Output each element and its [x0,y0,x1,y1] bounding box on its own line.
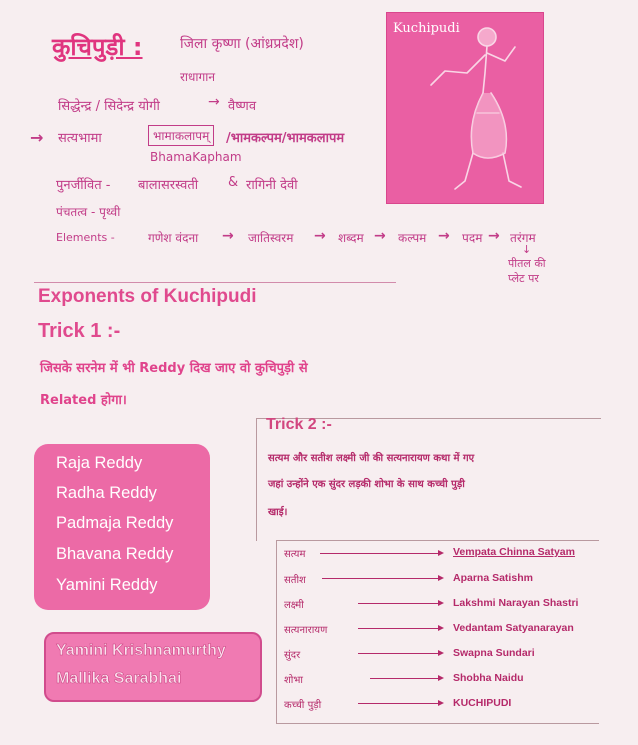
section-divider [34,282,396,283]
exponent-name: Bhavana Reddy [56,545,174,563]
arrow-line [358,703,438,704]
founder-text: सिद्धेन्द्र / सिदेन्द्र योगी [58,99,160,114]
arrow-head-icon [438,675,444,681]
arrow-line [358,653,438,654]
exponent-name: Raja Reddy [56,454,143,472]
element-item: तरंगम [510,231,536,245]
arrow-line [322,578,438,579]
mapping-name: Shobha Naidu [453,672,524,684]
element-item: पदम [462,231,483,245]
arrow-icon: → [488,228,500,244]
mapping-name: Aparna Satishm [453,572,533,584]
trick1-line-1: जिसके सरनेम में भी Reddy दिख जाए वो कुचिपुड़ी से [40,361,308,376]
arrow-line [358,603,438,604]
trick2-line-1: सत्यम और सतीश लक्ष्मी जी की सत्यनारायण कथा में गए [268,453,475,464]
trick2-line-3: खाई। [268,507,288,518]
revived-name-2: रागिनी देवी [246,178,298,193]
exponent-name: Padmaja Reddy [56,514,174,532]
arrow-icon: → [222,228,234,244]
dancer-illustration [387,13,543,203]
exponent-name: Yamini Reddy [56,576,158,594]
mapping-hint: सत्यम [284,549,306,560]
elements-label: Elements - [56,231,115,244]
arrow-head-icon [438,625,444,631]
arrow-head-icon [438,575,444,581]
revived-label: पुनर्जीवित - [56,178,111,193]
exponents-title: Exponents of Kuchipudi [38,286,257,307]
arrow-line [370,678,438,679]
trick1-line-2: Related होगा। [40,393,127,408]
element-item: जातिस्वरम [248,231,294,245]
arrow-head-icon [438,700,444,706]
mapping-hint: सुंदर [284,650,301,661]
satyabhama-text: सत्यभामा [58,131,102,146]
exponent-name: Mallika Sarabhai [56,670,182,687]
other-names-box [44,632,262,702]
trick2-title: Trick 2 :- [266,416,332,433]
element-item: शब्दम [338,231,364,245]
arrow-head-icon [438,650,444,656]
mapping-name: Swapna Sundari [453,647,535,659]
bhama-english: BhamaKapham [150,150,242,164]
panchatatva-text: पंचतत्व - पृथ्वी [56,205,121,219]
image-label: Kuchipudi [393,21,460,36]
arrow-line [358,628,438,629]
mapping-name: KUCHIPUDI [453,697,512,709]
exponent-name: Radha Reddy [56,484,157,502]
mapping-hint: सत्यनारायण [284,625,328,636]
tarangam-note-2: प्लेट पर [508,272,539,285]
district-text: जिला कृष्णा (आंध्रप्रदेश) [180,36,304,52]
arrow-head-icon [438,550,444,556]
arrow-icon: → [208,94,220,110]
arrow-head-icon [438,600,444,606]
arrow-icon: → [314,228,326,244]
mapping-name: Vedantam Satyanarayan [453,622,574,634]
arrow-icon: → [30,128,44,147]
trick1-title: Trick 1 :- [38,320,121,342]
exponent-name: Yamini Krishnamurthy [56,642,226,659]
vaishnav-text: वैष्णव [228,99,257,114]
tarangam-note-1: पीतल की [508,257,546,270]
mapping-name: Lakshmi Narayan Shastri [453,597,579,609]
mapping-name: Vempata Chinna Satyam [453,546,575,558]
bhama-variants: /भामकल्पम/भामकलापम [226,131,345,146]
arrow-line [320,553,438,554]
arrow-icon: → [438,228,450,244]
arrow-down-icon: ↓ [522,243,532,256]
kuchipudi-dancer-image [386,12,544,204]
element-item: कल्पम [398,231,427,245]
bhamakalapam-boxed: भामाकलापम् [148,125,214,146]
mapping-hint: सतीश [284,575,306,586]
trick2-line-2: जहां उन्होंने एक सुंदर लड़की शोभा के साथ कच्ची पुड़ी [268,479,465,490]
reddy-names-box [34,444,210,610]
mapping-hint: शोभा [284,675,304,686]
kuchipudi-heading: कुचिपुड़ी : [52,33,143,61]
revived-name-1: बालासरस्वती [138,178,199,193]
raga-text: राधागान [180,70,216,84]
revived-amp: & [228,175,239,190]
mapping-hint: लक्ष्मी [284,600,304,611]
arrow-icon: → [374,228,386,244]
element-item: गणेश वंदना [148,231,199,245]
mapping-hint: कच्ची पुड़ी [284,700,322,711]
